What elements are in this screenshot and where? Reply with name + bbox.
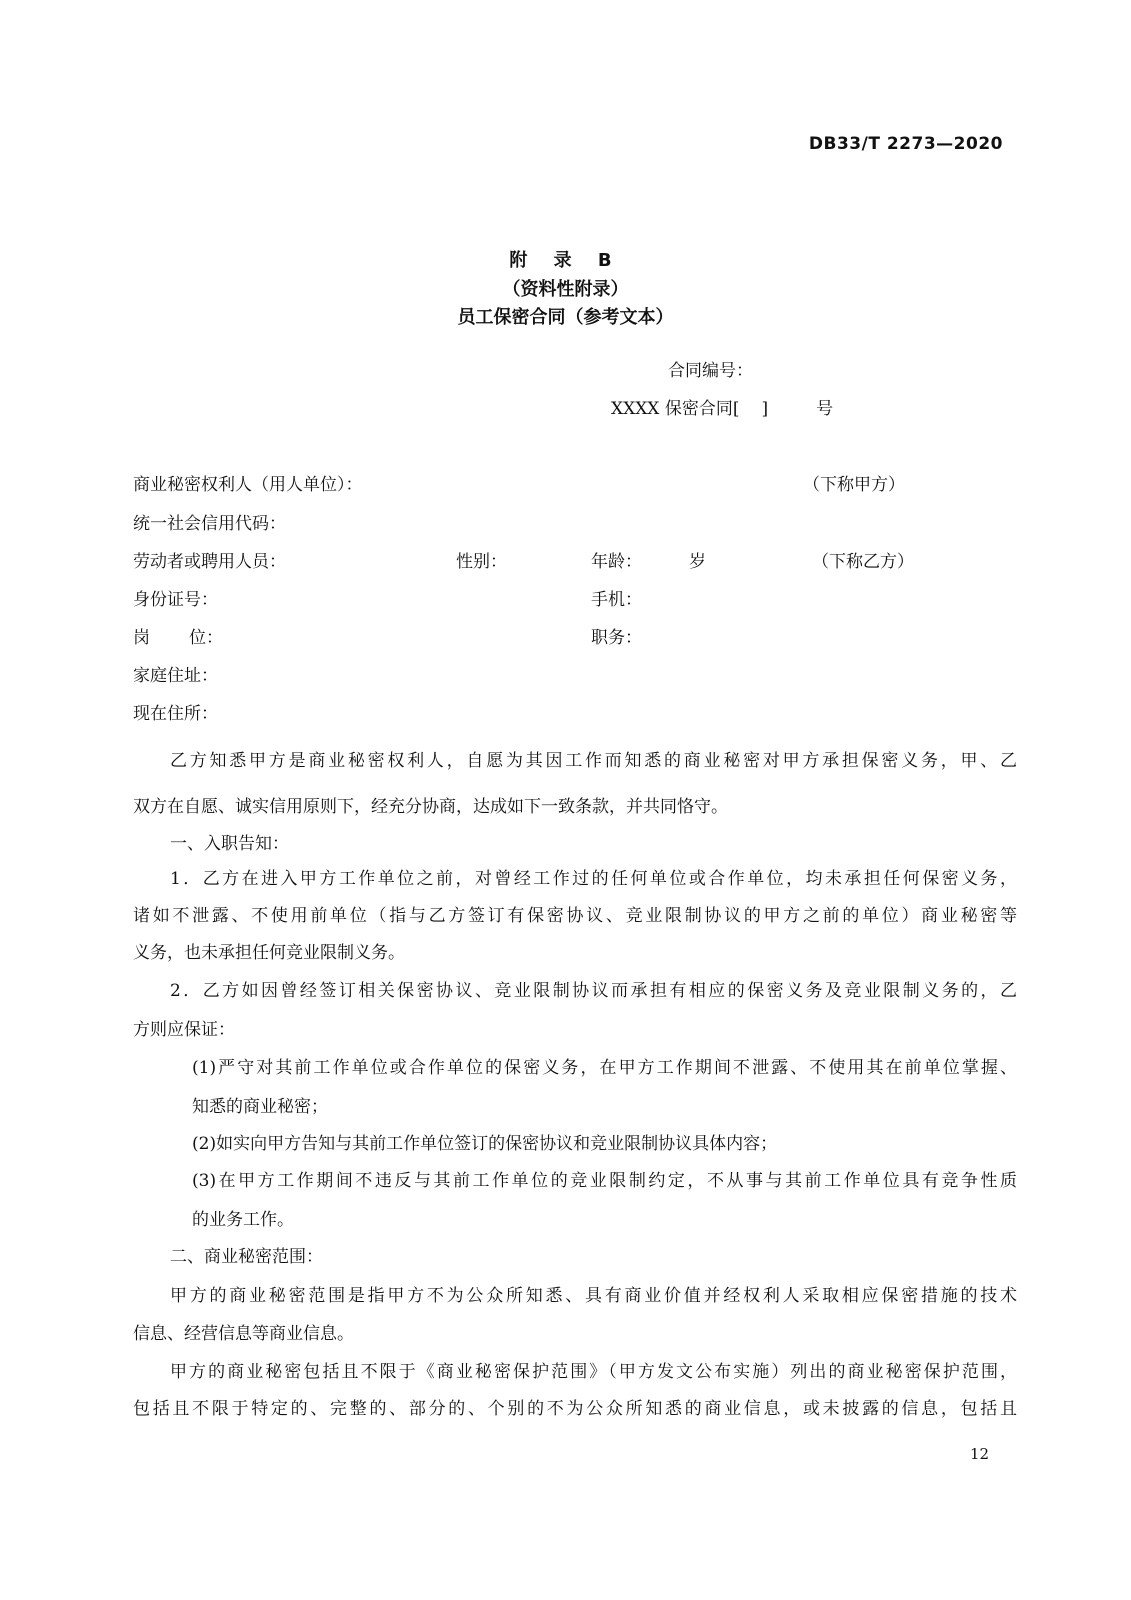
contract-title: 员工保密合同（参考文本）	[457, 307, 674, 328]
home-address-label: 家庭住址：	[133, 666, 218, 686]
party-b-note: （下称乙方）	[812, 552, 914, 572]
post-label-second: 位：	[189, 628, 223, 648]
party-a-note: （下称甲方）	[803, 475, 905, 495]
appendix-title: 附 录 B	[509, 250, 622, 271]
standard-code: DB33/T 2273—2020	[808, 134, 1003, 154]
section-heading: 一、入职告知：	[170, 834, 289, 854]
body-line: (3)在甲方工作期间不违反与其前工作单位的竞业限制约定，不从事与其前工作单位具有竞争性质	[192, 1171, 1017, 1191]
post-label-first: 岗	[133, 628, 150, 648]
body-line: 2．乙方如因曾经签订相关保密协议、竞业限制协议而承担有相应的保密义务及竞业限制义务的，乙	[170, 981, 1017, 1001]
body-line: 双方在自愿、诚实信用原则下，经充分协商，达成如下一致条款，并共同恪守。	[133, 797, 728, 817]
body-line: 1．乙方在进入甲方工作单位之前，对曾经工作过的任何单位或合作单位，均未承担任何保密义务，	[170, 869, 1017, 889]
body-line: 义务，也未承担任何竞业限制义务。	[133, 943, 405, 963]
body-line: 诸如不泄露、不使用前单位（指与乙方签订有保密协议、竞业限制协议的甲方之前的单位）商业秘密等	[133, 906, 1017, 926]
rights-holder-label: 商业秘密权利人（用人单位）：	[133, 475, 363, 495]
body-line: 的业务工作。	[192, 1210, 294, 1230]
duty-label: 职务：	[591, 628, 642, 648]
section-heading: 二、商业秘密范围：	[170, 1247, 323, 1267]
body-line: (1)严守对其前工作单位或合作单位的保密义务，在甲方工作期间不泄露、不使用其在前单位掌握、	[192, 1058, 1017, 1078]
worker-label: 劳动者或聘用人员：	[133, 552, 286, 572]
body-line: 甲方的商业秘密范围是指甲方不为公众所知悉、具有商业价值并经权利人采取相应保密措施的技术	[170, 1286, 1017, 1306]
gender-label: 性别：	[456, 552, 507, 572]
appendix-type: （资料性附录）	[502, 279, 629, 300]
contract-number-suffix: 号	[816, 399, 834, 419]
contract-number	[611, 394, 833, 419]
body-line: 包括且不限于特定的、完整的、部分的、个别的不为公众所知悉的商业信息，或未披露的信息，包括且	[133, 1399, 1017, 1419]
id-number-label: 身份证号：	[133, 590, 218, 610]
body-line: 知悉的商业秘密；	[192, 1097, 328, 1117]
body-line: 信息、经营信息等商业信息。	[133, 1324, 354, 1344]
current-address-label: 现在住所：	[133, 704, 218, 724]
age-unit: 岁	[689, 552, 706, 572]
body-line: 乙方知悉甲方是商业秘密权利人，自愿为其因工作而知悉的商业秘密对甲方承担保密义务，甲、乙	[170, 751, 1017, 771]
body-line: 方则应保证：	[133, 1020, 235, 1040]
contract-number-bracket: ]	[761, 399, 769, 419]
body-line: (2)如实向甲方告知与其前工作单位签订的保密协议和竞业限制协议具体内容；	[192, 1134, 778, 1154]
page-number: 12	[970, 1445, 990, 1463]
contract-number-label: 合同编号：	[668, 361, 753, 381]
phone-label: 手机：	[591, 590, 642, 610]
contract-number-prefix: XXXX 保密合同[	[611, 399, 740, 419]
age-label: 年龄：	[591, 552, 642, 572]
credit-code-label: 统一社会信用代码：	[133, 514, 286, 534]
body-line: 甲方的商业秘密包括且不限于《商业秘密保护范围》（甲方发文公布实施）列出的商业秘密保护范围，	[170, 1362, 1017, 1382]
